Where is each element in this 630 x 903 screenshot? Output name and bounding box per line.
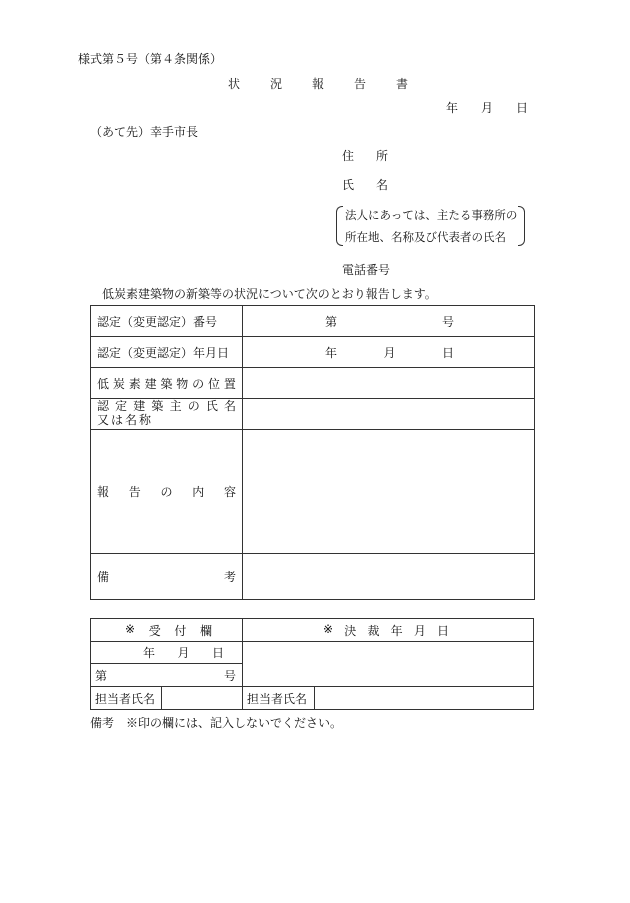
table-row <box>91 430 535 554</box>
cert-number-value[interactable]: 第 号 <box>243 306 535 337</box>
building-location-value[interactable] <box>243 368 535 399</box>
receipt-date[interactable]: 年 月 日 <box>91 642 243 664</box>
title-char: 告 <box>353 77 366 91</box>
receipt-header: ※ 受 付 欄 <box>91 619 243 642</box>
owner-name-label-line2: 又は名称 <box>97 413 154 427</box>
table-row <box>91 368 535 399</box>
form-number: 様式第５号（第４条関係） <box>78 52 223 66</box>
cert-number-label: 認定（変更認定）番号 <box>91 306 243 337</box>
title-char: 報 <box>311 77 324 91</box>
receipt-person-value[interactable] <box>162 687 243 710</box>
table-row <box>91 306 535 337</box>
decision-value[interactable] <box>243 642 534 687</box>
cert-date-label: 認定（変更認定）年月日 <box>91 337 243 368</box>
title-char: 況 <box>269 77 282 91</box>
office-use-table <box>90 618 534 710</box>
report-date <box>446 102 528 114</box>
table-row <box>91 399 535 430</box>
remarks-value[interactable] <box>243 554 535 600</box>
intro-text: 低炭素建築物の新築等の状況について次のとおり報告します。 <box>102 287 437 301</box>
corp-note-line1: 法人にあっては、主たる事務所の <box>345 208 518 222</box>
cert-date-value[interactable]: 年 月 日 <box>243 337 535 368</box>
date-year: 年 <box>446 101 459 115</box>
owner-name-value[interactable] <box>243 399 535 430</box>
corp-note-line2: 所在地、名称及び代表者の氏名 <box>345 230 506 244</box>
document-title <box>228 78 408 90</box>
receipt-number[interactable]: 第 号 <box>91 664 243 687</box>
table-row <box>91 554 535 600</box>
report-content-label: 報 告 の 内 容 <box>91 430 243 554</box>
phone-label: 電話番号 <box>342 263 391 277</box>
decision-person-label: 担当者氏名 <box>243 687 315 710</box>
table-row <box>91 687 534 710</box>
addressee: （あて先）幸手市長 <box>90 125 199 139</box>
name-label: 氏 名 <box>342 178 388 192</box>
title-char: 書 <box>395 77 408 91</box>
bracket-left <box>336 206 343 246</box>
table-row <box>91 619 534 642</box>
report-content-value[interactable] <box>243 430 535 554</box>
owner-name-label: 認 定 建 築 主 の 氏 名 又は名称 <box>91 399 243 430</box>
decision-person-value[interactable] <box>315 687 534 710</box>
date-month: 月 <box>480 101 493 115</box>
table-row <box>91 337 535 368</box>
receipt-person-label: 担当者氏名 <box>91 687 162 710</box>
address-label: 住 所 <box>342 149 388 163</box>
decision-header: ※ 決 裁 年 月 日 <box>243 619 534 642</box>
table-row <box>91 642 534 664</box>
date-day: 日 <box>515 101 528 115</box>
title-char: 状 <box>228 77 241 91</box>
building-location-label: 低 炭 素 建 築 物 の 位 置 <box>91 368 243 399</box>
footnote: 備考 ※印の欄には、記入しないでください。 <box>90 716 343 730</box>
bracket-right <box>518 206 525 246</box>
main-table <box>90 305 535 600</box>
remarks-label: 備 考 <box>91 554 243 600</box>
